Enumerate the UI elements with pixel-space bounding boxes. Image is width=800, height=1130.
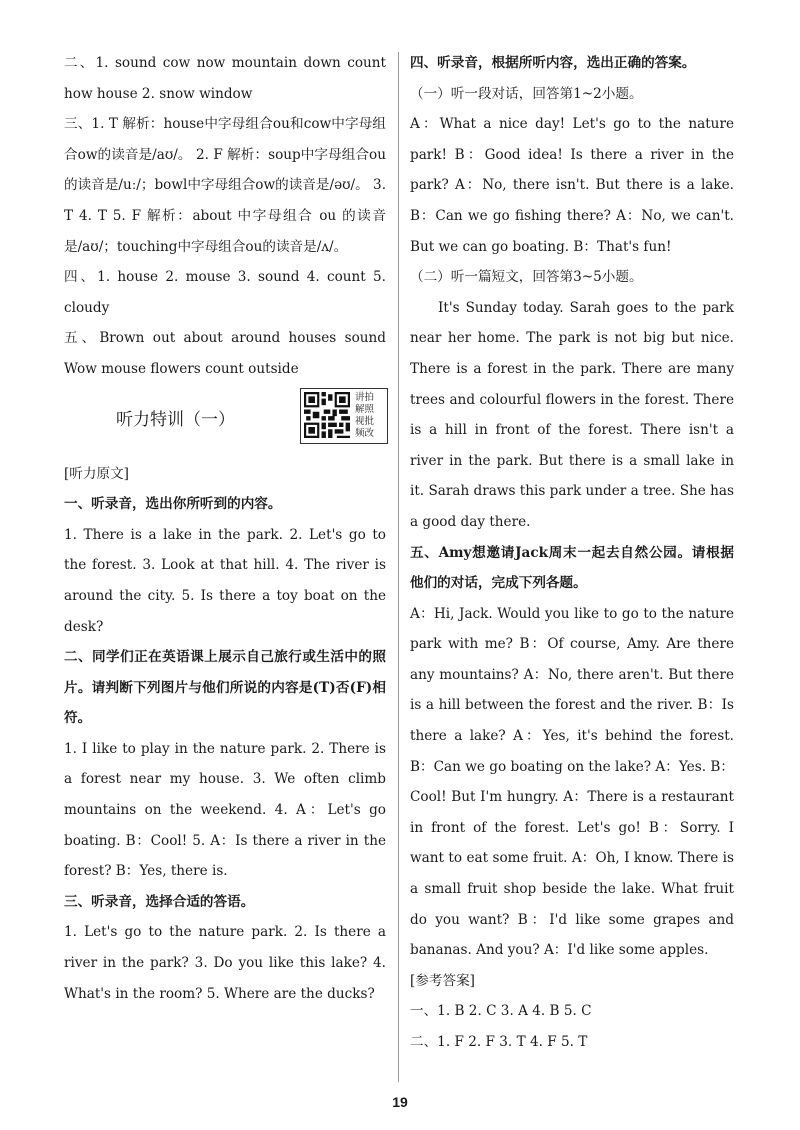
section-4-dialog: A：What a nice day! Let's go to the nature park! B：Good idea! Is there a river in the park? A：No, there isn't. But there is a lake. B：Can we go fishing there? A：No, we can't. But we can go boating. B：That's fun! (410, 116, 734, 255)
answer-section-3: 三、1. T 解析：house中字母组合ou和cow中字母组合ow的读音是/aʊ/。 2. F 解析：soup中字母组合ou的读音是/uː/；bowl中字母组合ow的读音是/əʊ/。 3. T 4. T 5. F 解析：about 中字母组合 ou 的读音是/aʊ/；touching中字母组合ou的读音是/ʌ/。 (64, 116, 387, 255)
section-4-sub2: （二）听一篇短文，回答第3~5小题。 (410, 269, 643, 286)
section-4-sub1: （一）听一段对话，回答第1~2小题。 (410, 85, 643, 102)
page-number: 19 (392, 1094, 408, 1110)
lesson-title: 听力特训（一） (116, 409, 235, 430)
answers-line-1: 一、1. B 2. C 3. A 4. B 5. C (410, 1003, 592, 1020)
lesson-header (64, 385, 386, 459)
qr-caption: 讲 拍 解 照 视 批 频 改 (355, 391, 375, 439)
section-1-body: 1. There is a lake in the park. 2. Let's go to the forest. 3. Look at that hill. 4. The river is around the city. 5. Is there a toy boat on the desk? (64, 526, 386, 635)
section-3-body: 1. Let's go to the nature park. 2. Is there a river in the park? 3. Do you like this lake? 4. What's in the room? 5. Where are the ducks? (64, 924, 386, 1002)
qr-code-icon (304, 392, 350, 438)
column-divider (398, 52, 399, 1082)
answers-label: [参考答案] (410, 972, 475, 989)
listening-script-label: [听力原文] (64, 465, 129, 482)
section-1-heading: 一、听录音，选出你所听到的内容。 (64, 496, 282, 513)
answer-section-2: 二、1. sound cow now mountain down count how house 2. snow window (64, 55, 386, 102)
answers-line-2: 二、1. F 2. F 3. T 4. F 5. T (410, 1034, 588, 1050)
section-4-heading: 四、听录音，根据所听内容，选出正确的答案。 (410, 55, 696, 71)
section-5-heading: 五、Amy想邀请Jack周末一起去自然公园。请根据他们的对话，完成下列各题。 (410, 544, 734, 592)
answer-section-4: 四、1. house 2. mouse 3. sound 4. count 5. cloudy (64, 269, 386, 316)
section-4-passage: It's Sunday today. Sarah goes to the park near her home. The park is not big but nice. There is a forest in the park. There are many trees and colourful flowers in the forest. There is a hill in front of the forest. There isn't a river in the park. But there is a small lake in it. Sarah draws this park under a tree. She has a good day there. (410, 299, 734, 530)
section-3-heading: 三、听录音，选择合适的答语。 (64, 893, 255, 910)
right-column (410, 48, 734, 1058)
section-5-dialog: A：Hi, Jack. Would you like to go to the nature park with me? B：Of course, Amy. Are there any mountains? A：No, there aren't. But there is a hill between the forest and the river. B：Is there a lake? A：Yes, it's behind the forest. B：Can we go boating on the lake? A：Yes. B：Cool! But I'm hungry. A：There is a restaurant in front of the forest. Let's go! B：Sorry. I want to eat some fruit. A：Oh, I know. There is a small fruit shop beside the lake. What fruit do you want? B：I'd like some grapes and bananas. And you? A：I'd like some apples. (410, 605, 734, 959)
section-2-body: 1. I like to play in the nature park. 2. There is a forest near my house. 3. We often climb mountains on the weekend. 4. A：Let's go boating. B：Cool! 5. A：Is there a river in the forest? B：Yes, there is. (64, 740, 386, 880)
section-2-heading: 二、同学们正在英语课上展示自己旅行或生活中的照片。请判断下列图片与他们所说的内容是(T)否(F)相符。 (64, 649, 386, 727)
qr-code-box[interactable] (300, 388, 388, 444)
left-column (64, 48, 386, 1009)
answer-section-5: 五、Brown out about around houses sound Wow mouse flowers count outside (64, 330, 386, 377)
